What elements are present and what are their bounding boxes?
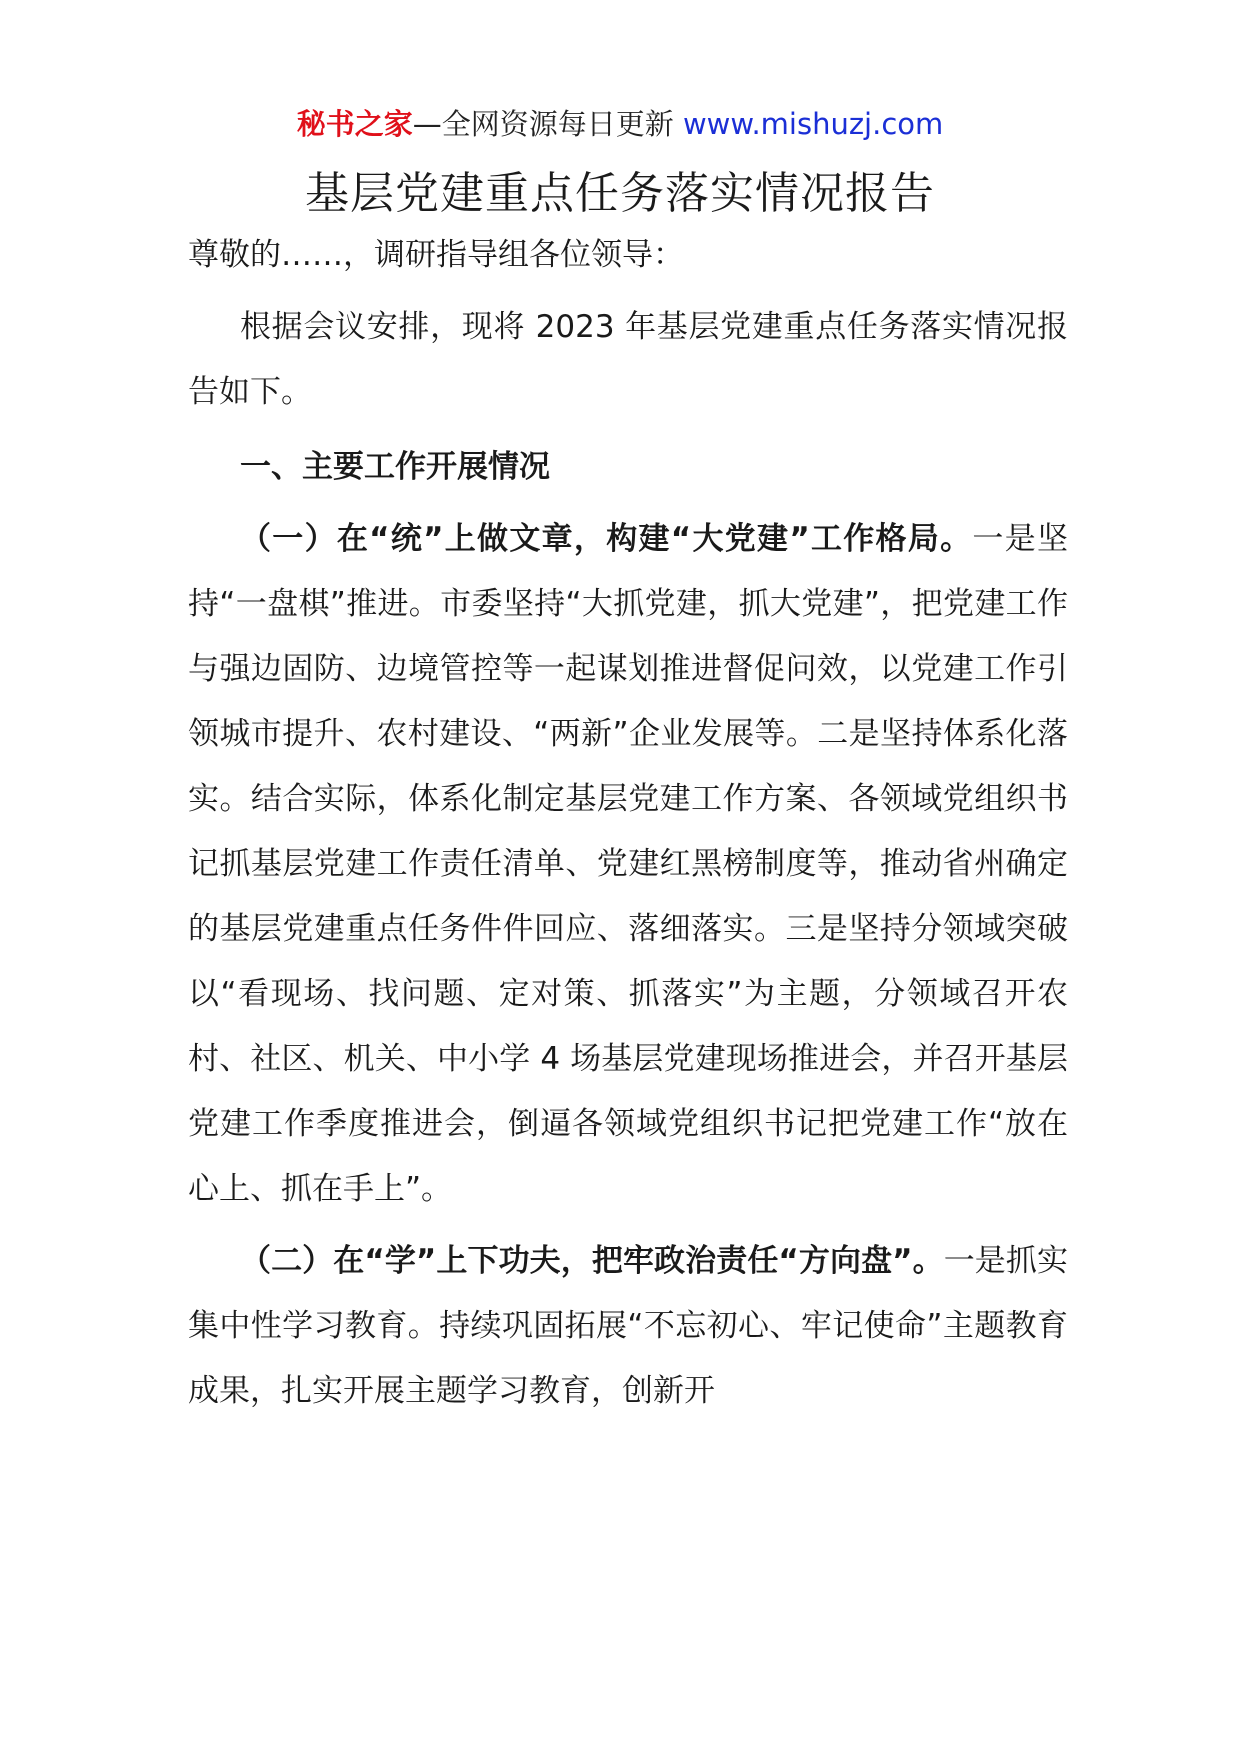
subsection-2-heading: （二）在“学”上下功夫，把牢政治责任“方向盘”。: [240, 1243, 944, 1279]
banner-slogan: —全网资源每日更新: [412, 107, 683, 141]
intro-paragraph: 根据会议安排，现将 2023 年基层党建重点任务落实情况报告如下。: [188, 309, 1068, 410]
subsection-1-heading: （一）在“统”上做文章，构建“大党建”工作格局。: [240, 521, 973, 557]
subsection-2-paragraph: [188, 1229, 1068, 1424]
subsection-2-body: 一是抓实集中性学习教育。持续巩固拓展“不忘初心、牢记使命”主题教育成果，扎实开展主题学习教育，创新开: [188, 1243, 1068, 1409]
document-body: [188, 223, 1068, 1424]
subsection-1-body: 一是坚持“一盘棋”推进。市委坚持“大抓党建，抓大党建”，把党建工作与强边固防、边境管控等一起谋划推进督促问效，以党建工作引领城市提升、农村建设、“两新”企业发展等。二是坚持体系化落实。结合实际，体系化制定基层党建工作方案、各领域党组织书记抓基层党建工作责任清单、党建红黑榜制度等，推动省州确定的基层党建重点任务件件回应、落细落实。三是坚持分领域突破以“看现场、找问题、定对策、抓落实”为主题，分领域召开农村、社区、机关、中小学 4 场基层党建现场推进会，并召开基层党建工作季度推进会，倒逼各领域党组织书记把党建工作“放在心上、抓在手上”。: [188, 521, 1068, 1207]
subsection-1-paragraph: [188, 507, 1068, 1222]
site-banner: [0, 104, 1240, 144]
section-heading-1: 一、主要工作开展情况: [240, 449, 550, 485]
site-url-link[interactable]: www.mishuzj.com: [682, 107, 944, 141]
salutation: 尊敬的……，调研指导组各位领导：: [188, 237, 684, 273]
document-title: 基层党建重点任务落实情况报告: [305, 168, 935, 219]
brand-name: 秘书之家: [296, 107, 413, 141]
